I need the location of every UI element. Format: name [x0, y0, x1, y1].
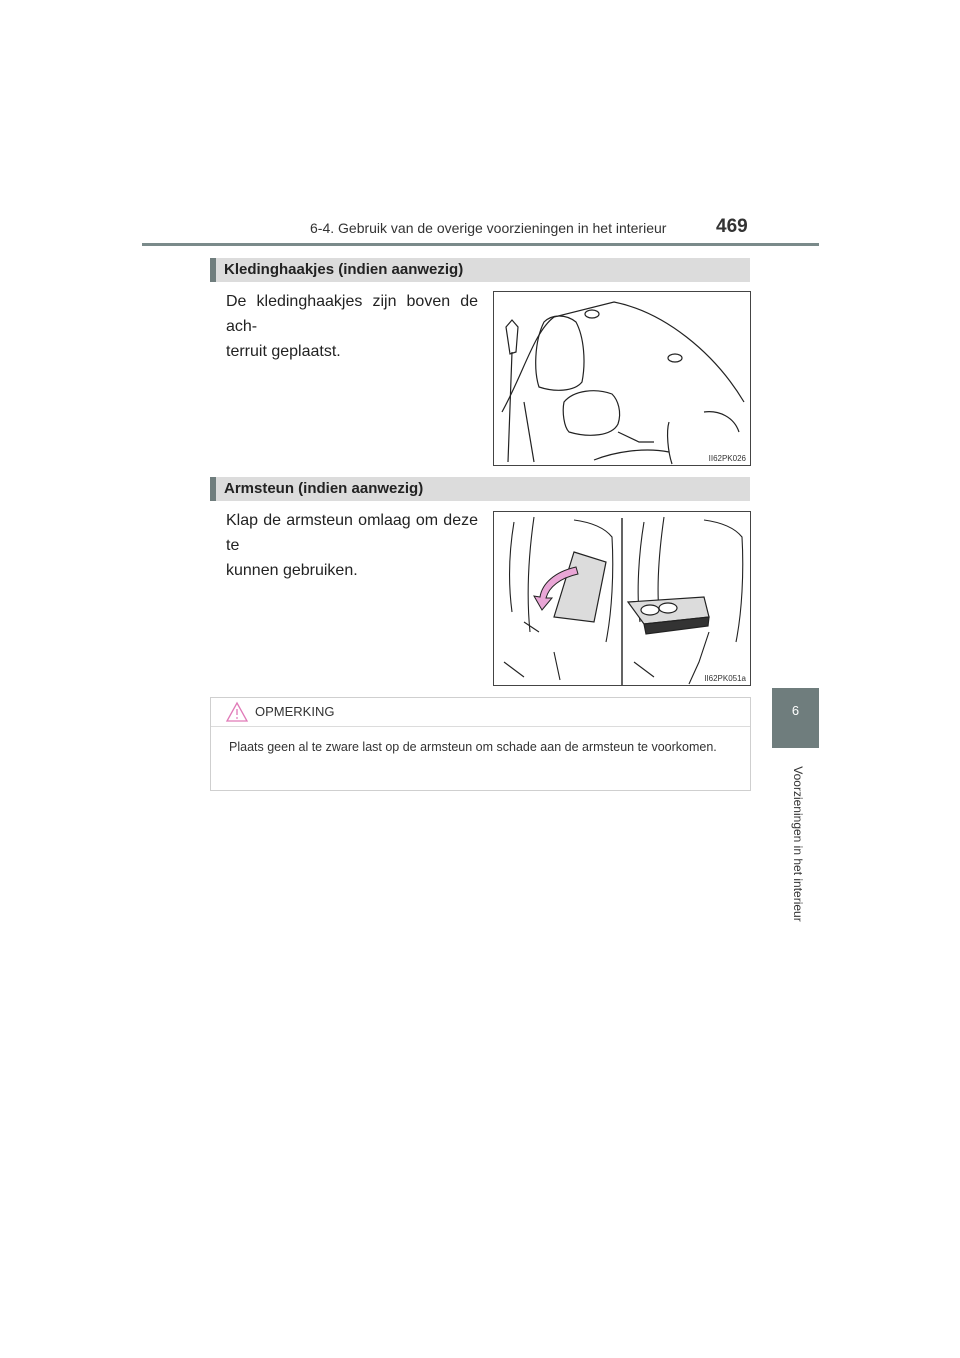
body-line: terruit geplaatst. — [226, 343, 341, 360]
notice-heading: OPMERKING — [255, 704, 335, 719]
section-heading-armrest — [210, 477, 750, 501]
lowered-armrest — [628, 597, 709, 634]
rear-seat-hooks-illustration — [494, 292, 750, 465]
section-body-armrest — [226, 508, 478, 583]
body-line: Klap de armsteun omlaag om deze te — [226, 512, 478, 554]
section-accent — [210, 258, 216, 282]
section-title: Armsteun (indien aanwezig) — [224, 480, 424, 497]
chapter-label: Voorzieningen in het interieur — [791, 766, 805, 922]
figure-code: II62PK026 — [708, 454, 746, 463]
chapter-tab: 6 — [772, 688, 819, 748]
figure-code: II62PK051a — [704, 674, 746, 683]
notice-header — [211, 698, 750, 727]
notice-box — [210, 697, 751, 791]
section-body-clothes-hooks — [226, 289, 478, 364]
notice-text: Plaats geen al te zware last op de armsteun om schade aan de armsteun te voorkomen. — [229, 740, 717, 754]
armrest-illustration — [494, 512, 750, 685]
section-title: Kledinghaakjes (indien aanwezig) — [224, 261, 464, 278]
hook-icon — [585, 310, 682, 362]
body-line: De kledinghaakjes zijn boven de ach- — [226, 293, 478, 335]
warning-triangle-icon — [225, 701, 249, 723]
figure-clothes-hooks — [493, 291, 751, 466]
running-header: 6-4. Gebruik van de overige voorzieningen in het interieur — [310, 220, 667, 236]
page-number: 469 — [716, 216, 748, 237]
section-heading-clothes-hooks — [210, 258, 750, 282]
body-line: kunnen gebruiken. — [226, 562, 358, 579]
header-divider — [142, 243, 819, 246]
folded-armrest — [554, 552, 606, 622]
section-accent — [210, 477, 216, 501]
figure-armrest — [493, 511, 751, 686]
